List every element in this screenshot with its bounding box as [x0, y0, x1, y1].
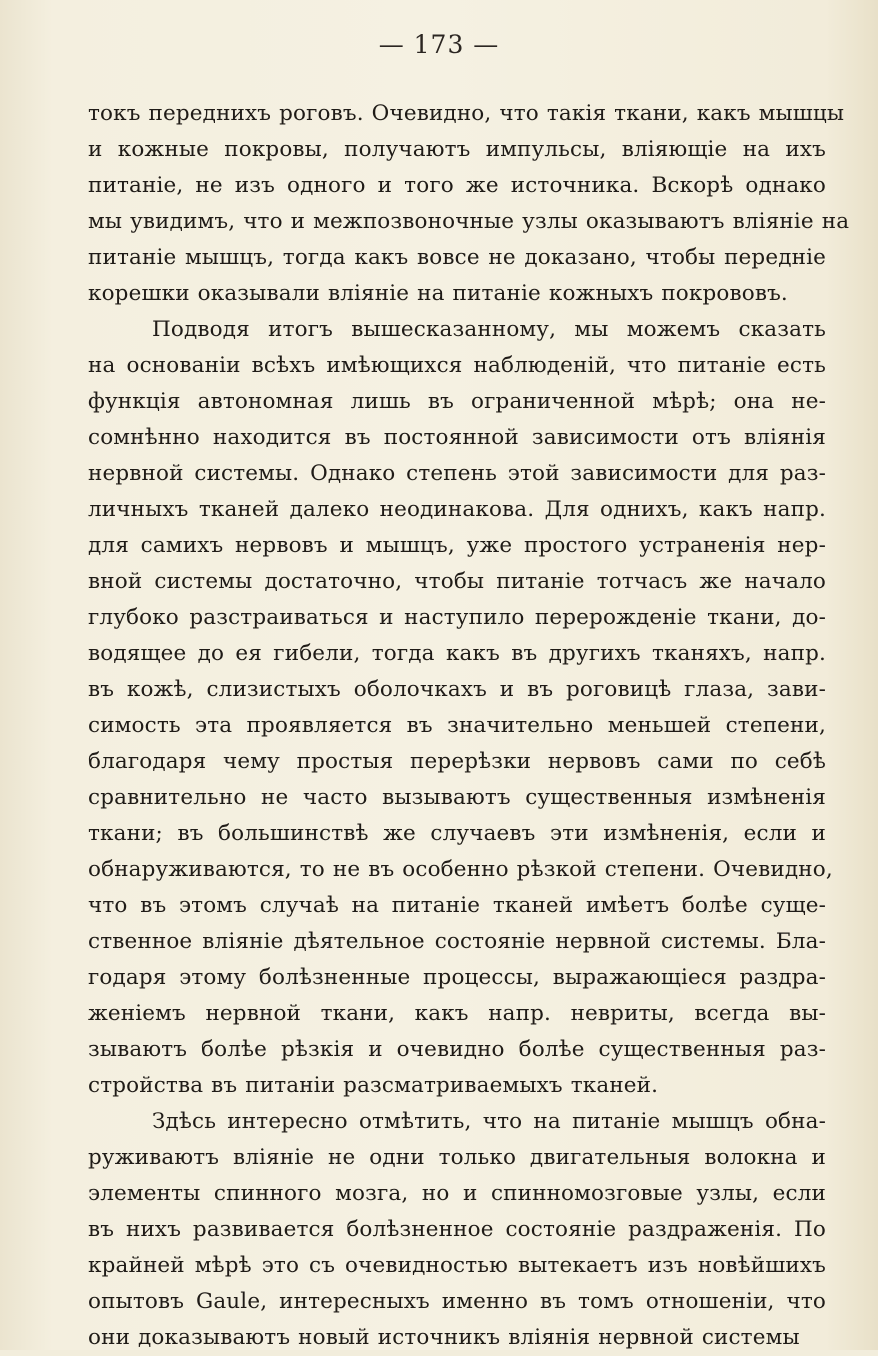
text-line: крайней мѣрѣ это съ очевидностью вытекаетъ изъ новѣйшихъ — [88, 1253, 826, 1278]
text-line: благодаря чему простыя перерѣзки нервовъ сами по себѣ — [88, 749, 826, 774]
text-line: на основаніи всѣхъ имѣющихся наблюденій, что питаніе есть — [88, 353, 826, 378]
text-line: вной системы достаточно, чтобы питаніе тотчасъ же начало — [88, 569, 826, 594]
text-line: руживаютъ вліяніе не одни только двигательныя волокна и — [88, 1145, 826, 1170]
body-text — [88, 96, 850, 1356]
text-line: глубоко разстраиваться и наступило перерожденіе ткани, до- — [88, 605, 826, 630]
text-line: въ кожѣ, слизистыхъ оболочкахъ и въ роговицѣ глаза, зави- — [88, 677, 826, 702]
text-line: опытовъ Gaule, интересныхъ именно въ томъ отношеніи, что — [88, 1289, 826, 1314]
text-line: мы увидимъ, что и межпозвоночные узлы оказываютъ вліяніе на — [88, 209, 850, 234]
text-line: стройства въ питаніи разсматриваемыхъ тканей. — [88, 1073, 659, 1098]
text-line: Здѣсь интересно отмѣтить, что на питаніе мышцъ обна- — [152, 1109, 826, 1134]
text-line: сомнѣнно находится въ постоянной зависимости отъ вліянія — [88, 425, 826, 450]
text-line: элементы спинного мозга, но и спинномозговые узлы, если — [88, 1181, 826, 1206]
text-line: и кожные покровы, получаютъ импульсы, вліяющіе на ихъ — [88, 137, 826, 162]
paragraph — [88, 312, 833, 1104]
text-line: питаніе, не изъ одного и того же источника. Вскорѣ однако — [88, 173, 826, 198]
paragraph — [88, 1104, 826, 1356]
text-line: женіемъ нервной ткани, какъ напр. невриты, всегда вы- — [88, 1001, 826, 1026]
text-line: годаря этому болѣзненные процессы, выражающіеся раздра- — [88, 965, 826, 990]
text-line: въ нихъ развивается болѣзненное состояніе раздраженія. По — [88, 1217, 826, 1242]
text-line: Подводя итогъ вышесказанному, мы можемъ сказать — [152, 317, 826, 342]
text-line: нервной системы. Однако степень этой зависимости для раз- — [88, 461, 826, 486]
text-line: ткани; въ большинствѣ же случаевъ эти измѣненія, если и — [88, 821, 826, 846]
text-line: симость эта проявляется въ значительно меньшей степени, — [88, 713, 826, 738]
text-line: питаніе мышцъ, тогда какъ вовсе не доказано, чтобы передніе — [88, 245, 826, 270]
paragraph — [88, 96, 850, 312]
text-line: личныхъ тканей далеко неодинакова. Для однихъ, какъ напр. — [88, 497, 826, 522]
text-line: они доказываютъ новый источникъ вліянія нервной системы — [88, 1325, 800, 1350]
text-line: что въ этомъ случаѣ на питаніе тканей имѣетъ болѣе суще- — [88, 893, 826, 918]
text-line: корешки оказывали вліяніе на питаніе кожныхъ покрововъ. — [88, 281, 788, 306]
text-line: токъ переднихъ роговъ. Очевидно, что такія ткани, какъ мышцы — [88, 101, 845, 126]
text-line: зываютъ болѣе рѣзкія и очевидно болѣе существенныя раз- — [88, 1037, 826, 1062]
text-line: обнаруживаются, то не въ особенно рѣзкой степени. Очевидно, — [88, 857, 833, 882]
page-number: — 173 — — [378, 30, 500, 59]
text-line: для самихъ нервовъ и мышцъ, уже простого устраненія нер- — [88, 533, 826, 558]
text-line: сравнительно не часто вызываютъ существенныя измѣненія — [88, 785, 826, 810]
text-line: водящее до ея гибели, тогда какъ въ другихъ тканяхъ, напр. — [88, 641, 826, 666]
text-line: функція автономная лишь въ ограниченной мѣрѣ; она не- — [88, 389, 826, 414]
text-line: ственное вліяніе дѣятельное состояніе нервной системы. Бла- — [88, 929, 826, 954]
